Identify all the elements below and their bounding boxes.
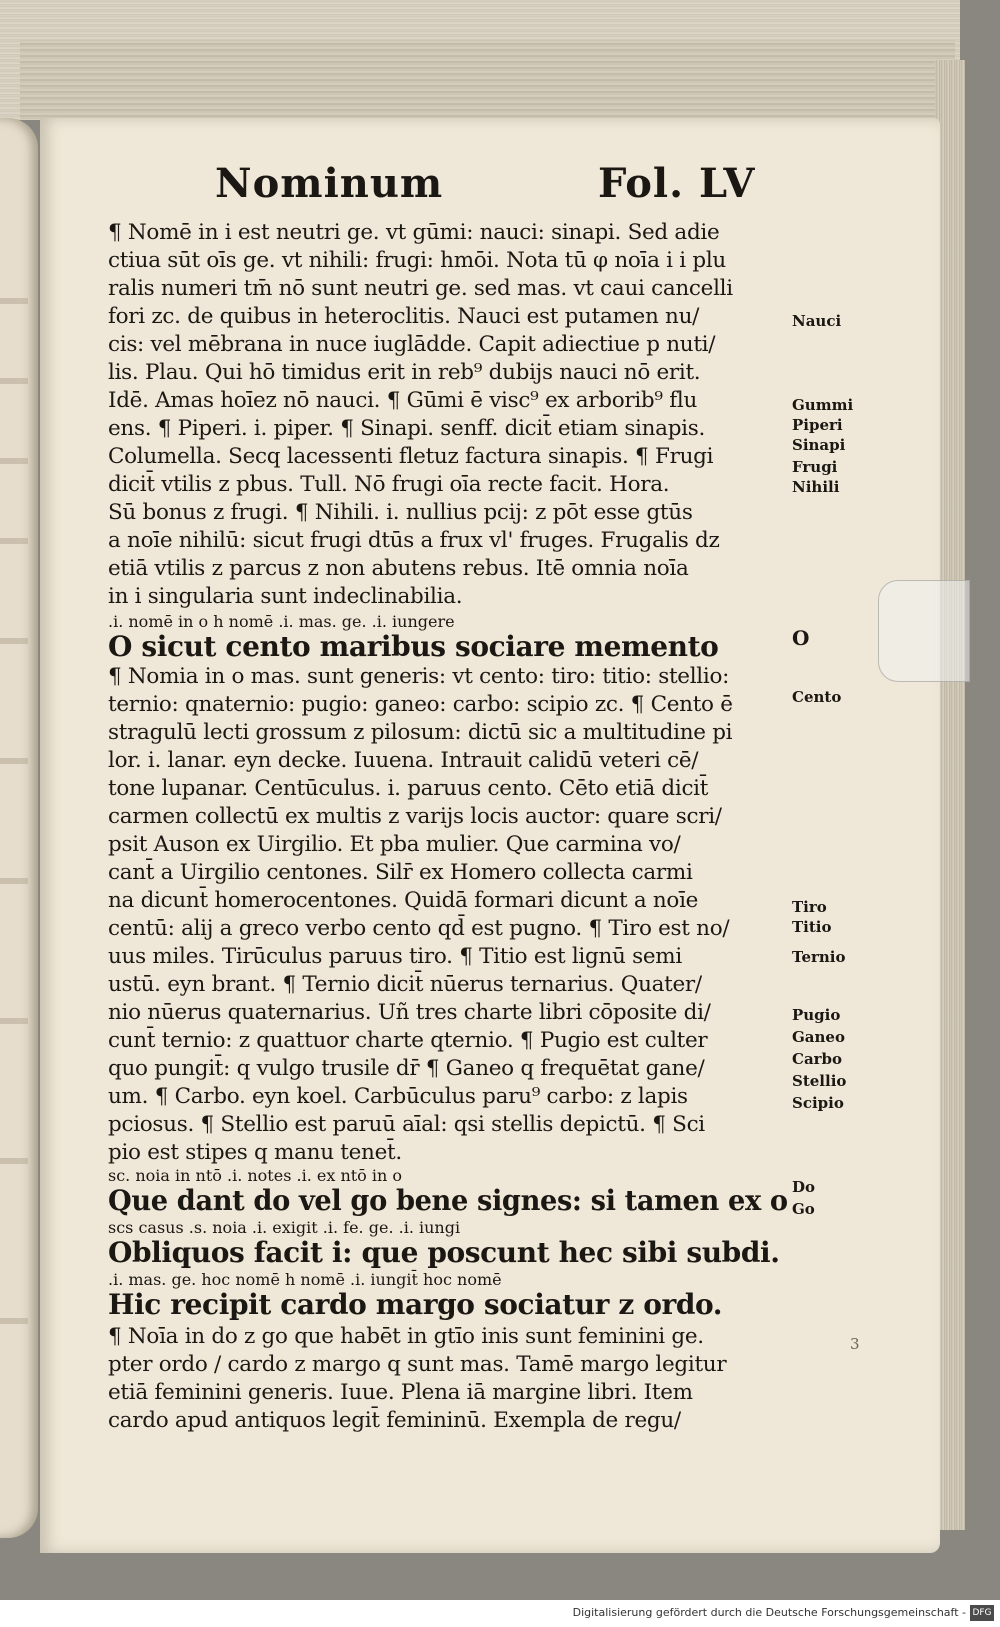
margin-note: Nauci [792, 312, 842, 330]
margin-note: Scipio [792, 1094, 844, 1112]
footer-credit-text: Digitalisierung gefördert durch die Deutsche Forschungsgemeinschaft - [572, 1606, 966, 1619]
text-line: ralis numeri tm̄ nō sunt neutri ge. sed mas. vt caui cancelli [108, 276, 733, 301]
text-line: uus miles. Tirūculus paruus tiro. ¶ Titio est lignū semi [108, 944, 682, 969]
text-line: quo pungit̄: q vulgo trusile dr̄ ¶ Ganeo q frequētat gane/ [108, 1056, 705, 1081]
book-top-edge-inner [20, 40, 955, 120]
text-line: etiā feminini generis. Iuue. Plena iā margine libri. Item [108, 1380, 693, 1405]
margin-note: Titio [792, 918, 832, 936]
verse-line: O sicut cento maribus sociare memento [108, 630, 719, 663]
page-marker-tab [878, 580, 970, 682]
margin-note: Ternio [792, 948, 846, 966]
text-line: pter ordo / cardo z margo q sunt mas. Tamē margo legitur [108, 1352, 727, 1377]
margin-note: Tiro [792, 898, 827, 916]
dfg-logo: DFG [970, 1605, 994, 1621]
text-line: nio nūerus quaternarius. Uñ tres charte libri cōposite di/ [108, 1000, 711, 1025]
text-line: carmen collectū ex multis z varijs locis auctor: quare scri/ [108, 804, 722, 829]
margin-note: Carbo [792, 1050, 843, 1068]
text-line: psit Auson ex Uirgilio. Et pba mulier. Que carmina vo/ [108, 832, 681, 857]
interlinear-gloss: .i. nomē in o h nomē .i. mas. ge. .i. iungere [108, 612, 455, 631]
text-line: ens. ¶ Piperi. i. piper. ¶ Sinapi. senff. dicit̄ etiam sinapis. [108, 416, 705, 441]
verse-line: Obliquos facit i: que poscunt hec sibi subdi. [108, 1236, 780, 1269]
interlinear-gloss: scs casus .s. noia .i. exigit .i. fe. ge. .i. iungi [108, 1218, 461, 1237]
facing-page-edge [0, 118, 38, 1538]
text-line: cunt̄ ternio: z quattuor charte qternio. ¶ Pugio est culter [108, 1028, 708, 1053]
text-line: ¶ Nomia in o mas. sunt generis: vt cento: tiro: titio: stellio: [108, 664, 730, 689]
text-line: cis: vel mēbrana in nuce iuglādde. Capit adiectiue p nuti/ [108, 332, 716, 357]
text-line: centū: alij a greco verbo cento qd̄ est pugno. ¶ Tiro est no/ [108, 916, 730, 941]
text-line: Sū bonus z frugi. ¶ Nihili. i. nullius pcij: z pōt esse gtūs [108, 500, 693, 525]
text-line: ternio: qnaternio: pugio: ganeo: carbo: scipio zc. ¶ Cento ē [108, 692, 733, 717]
margin-note: Sinapi [792, 436, 846, 454]
text-line: tone lupanar. Centūculus. i. paruus cento. Cēto etiā dicit̄ [108, 776, 709, 801]
text-line: Columella. Secq lacessenti fletuz factura sinapis. ¶ Frugi [108, 444, 714, 469]
text-line: ctiua sūt oīs ge. vt nihili: frugi: hmōi. Nota tū φ noīa i i plu [108, 248, 726, 273]
text-line: dicit̄ vtilis z pbus. Tull. Nō frugi oīa recte facit. Hora. [108, 472, 670, 497]
text-line: etiā vtilis z parcus z non abutens rebus. Itē omnia noīa [108, 556, 689, 581]
margin-note: Stellio [792, 1072, 847, 1090]
margin-note: Do [792, 1178, 816, 1196]
margin-note: Gummi [792, 396, 854, 414]
margin-note: Piperi [792, 416, 843, 434]
footer-credit-bar [0, 1600, 1000, 1627]
margin-note: O [792, 626, 810, 650]
text-line: cardo apud antiquos legit̄ femininū. Exempla de regu/ [108, 1408, 681, 1433]
interlinear-gloss: sc. noia in ntō .i. notes .i. ex ntō in o [108, 1166, 403, 1185]
text-line: lis. Plau. Qui hō timidus erit in reb⁹ dubijs nauci nō erit. [108, 360, 701, 385]
margin-note: Go [792, 1200, 815, 1218]
text-line: um. ¶ Carbo. eyn koel. Carbūculus paru⁹ carbo: z lapis [108, 1084, 688, 1109]
margin-note: Frugi [792, 458, 838, 476]
text-line: na dicunt̄ homerocentones. Quidā formari dicunt a noīe [108, 888, 699, 913]
verse-line: Que dant do vel go bene signes: si tamen ex o [108, 1184, 788, 1217]
margin-note: Cento [792, 688, 842, 706]
text-line: cant̄ a Uirgilio centones. Silr̄ ex Homero collecta carmi [108, 860, 693, 885]
margin-note: Pugio [792, 1006, 841, 1024]
text-line: lor. i. lanar. eyn decke. Iuuena. Intrauit calidū veteri cē/ [108, 748, 699, 773]
verse-line: Hic recipit cardo margo sociatur z ordo. [108, 1288, 723, 1321]
text-line: ustū. eyn brant. ¶ Ternio dicit̄ nūerus ternarius. Quater/ [108, 972, 702, 997]
text-line: pio est stipes q manu tenet̄. [108, 1140, 402, 1165]
text-line: in i singularia sunt indeclinabilia. [108, 584, 463, 609]
text-line: Idē. Amas hoīez nō nauci. ¶ Gūmi ē visc⁹ ex arborib⁹ flu [108, 388, 698, 413]
text-line: ¶ Nomē in i est neutri ge. vt gūmi: nauci: sinapi. Sed adie [108, 220, 720, 245]
text-line: a noīe nihilū: sicut frugi dtūs a frux vl' fruges. Frugalis dz [108, 528, 720, 553]
signature-mark: 3 [850, 1335, 860, 1353]
folio-number: Fol. LV [598, 160, 756, 207]
interlinear-gloss: .i. mas. ge. hoc nomē h nomē .i. iungit̄ hoc nomē [108, 1270, 502, 1289]
text-line: fori zc. de quibus in heteroclitis. Nauci est putamen nu/ [108, 304, 700, 329]
text-line: ¶ Noīa in do z go que habēt in gtīo inis sunt feminini ge. [108, 1324, 704, 1349]
running-head-title: Nominum [215, 160, 444, 207]
text-line: pciosus. ¶ Stellio est paruū aīal: qsi stellis depictū. ¶ Sci [108, 1112, 705, 1137]
margin-note: Nihili [792, 478, 840, 496]
margin-note: Ganeo [792, 1028, 845, 1046]
text-line: stragulū lecti grossum z pilosum: dictū sic a multitudine pi [108, 720, 733, 745]
